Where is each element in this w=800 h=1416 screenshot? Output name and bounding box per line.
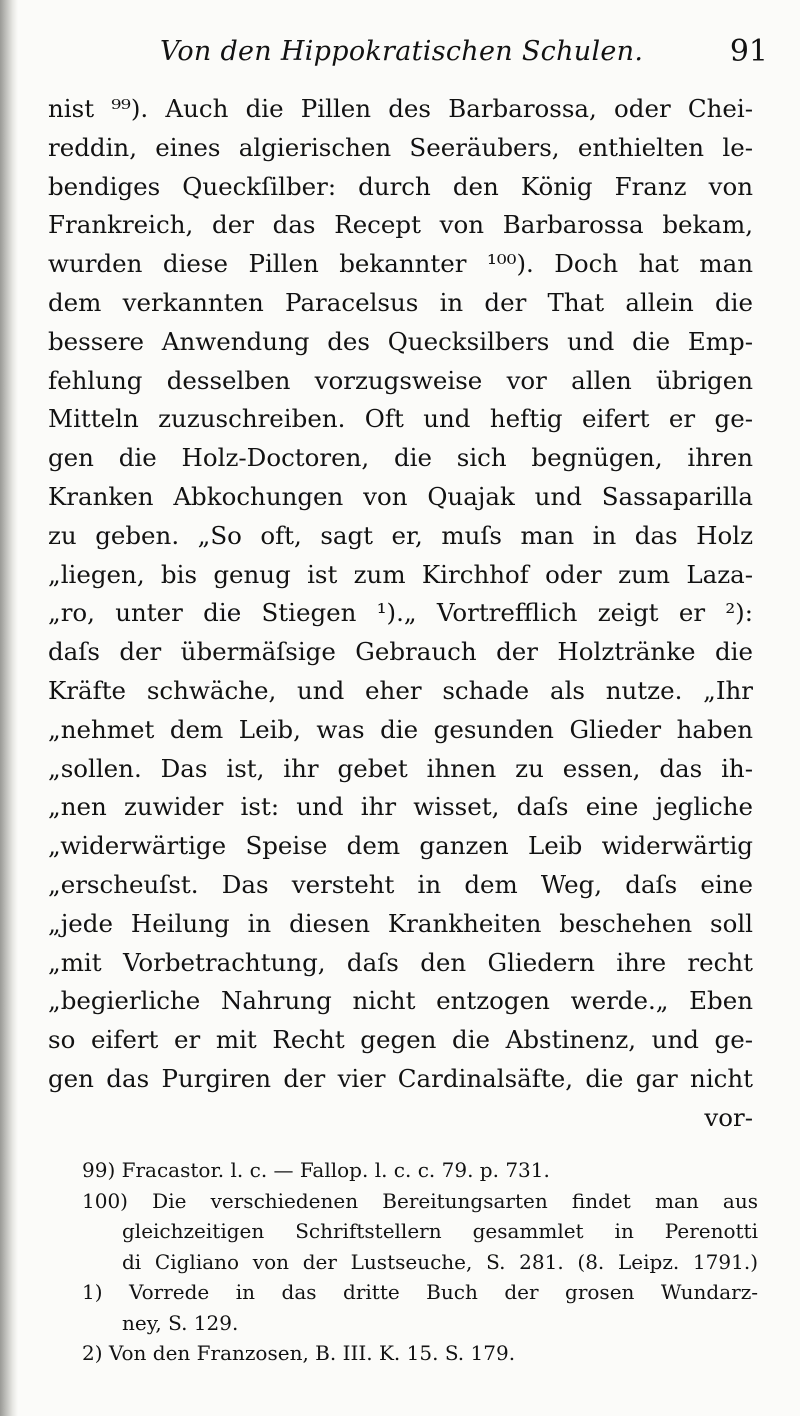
text-line: „begierliche Nahrung nicht entzogen werde.„ Eben xyxy=(48,986,753,1016)
text-line: fehlung desselben vorzugsweise vor allen übrigen xyxy=(48,365,753,395)
text-line: reddin, eines algierischen Seeräubers, enthielten le- xyxy=(48,132,753,162)
footnote-1-cont: ney, S. 129. xyxy=(122,1310,239,1335)
text-line: so eifert er mit Recht gegen die Abstinenz, und ge- xyxy=(48,1025,753,1055)
text-line: „ro, unter die Stiegen ¹).„ Vortrefflich zeigt er ²): xyxy=(48,598,753,628)
text-line: zu geben. „So oft, sagt er, muſs man in das Holz xyxy=(48,520,753,550)
text-line: daſs der übermäſsige Gebrauch der Holztränke die xyxy=(48,637,753,667)
footnotes xyxy=(82,1155,758,1369)
text-line: „nehmet dem Leib, was die gesunden Glieder haben xyxy=(48,714,753,744)
text-line: bessere Anwendung des Quecksilbers und die Emp- xyxy=(48,326,753,356)
text-line: „widerwärtige Speise dem ganzen Leib widerwärtig xyxy=(48,831,753,861)
page-header xyxy=(48,28,778,78)
page-number: 91 xyxy=(729,34,768,69)
text-line: wurden diese Pillen bekannter ¹⁰⁰). Doch hat man xyxy=(48,249,753,279)
text-line: gen das Purgiren der vier Cardinalsäfte, die gar nicht xyxy=(48,1063,753,1093)
text-line: dem verkannten Paracelsus in der That allein die xyxy=(48,287,753,317)
running-title: Von den Hippokratischen Schulen. xyxy=(160,36,644,67)
text-line: „sollen. Das ist, ihr gebet ihnen zu essen, das ih- xyxy=(48,753,753,783)
text-line: „nen zuwider ist: und ihr wisset, daſs eine jegliche xyxy=(48,792,753,822)
body-text xyxy=(48,90,753,1138)
text-line: „erscheuſst. Das versteht in dem Weg, daſs eine xyxy=(48,869,753,899)
footnote-2: 2) Von den Franzosen, B. III. K. 15. S. 179. xyxy=(82,1341,516,1365)
footnote-100-cont: di Cigliano von der Lustseuche, S. 281. (8. Leipz. 1791.) xyxy=(122,1249,758,1274)
text-line: „mit Vorbetrachtung, daſs den Gliedern ihre recht xyxy=(48,947,753,977)
text-line: nist ⁹⁹). Auch die Pillen des Barbarossa, oder Chei- xyxy=(48,94,753,123)
catchword: vor- xyxy=(704,1102,753,1132)
footnote-100: 100) Die verschiedenen Bereitungsarten findet man aus xyxy=(82,1188,758,1213)
text-line: Frankreich, der das Recept von Barbarossa bekam, xyxy=(48,210,753,240)
footnote-99: 99) Fracastor. l. c. — Fallop. l. c. c. 79. p. 731. xyxy=(82,1158,550,1182)
text-line: bendiges Queckſilber: durch den König Franz von xyxy=(48,171,753,201)
text-line: gen die Holz-Doctoren, die sich begnügen, ihren xyxy=(48,443,753,473)
footnote-1: 1) Vorrede in das dritte Buch der grosen Wundarz- xyxy=(82,1280,758,1304)
text-line: Kräfte schwäche, und eher schade als nutze. „Ihr xyxy=(48,675,753,705)
text-line: „liegen, bis genug ist zum Kirchhof oder zum Laza- xyxy=(48,559,753,589)
text-line: Mitteln zuzuschreiben. Oft und heftig eifert er ge- xyxy=(48,404,753,434)
text-line: Kranken Abkochungen von Quajak und Sassaparilla xyxy=(48,481,753,511)
footnote-100-cont: gleichzeitigen Schriftstellern gesammlet in Perenotti xyxy=(122,1219,758,1243)
text-line: „jede Heilung in diesen Krankheiten beschehen soll xyxy=(48,908,753,938)
